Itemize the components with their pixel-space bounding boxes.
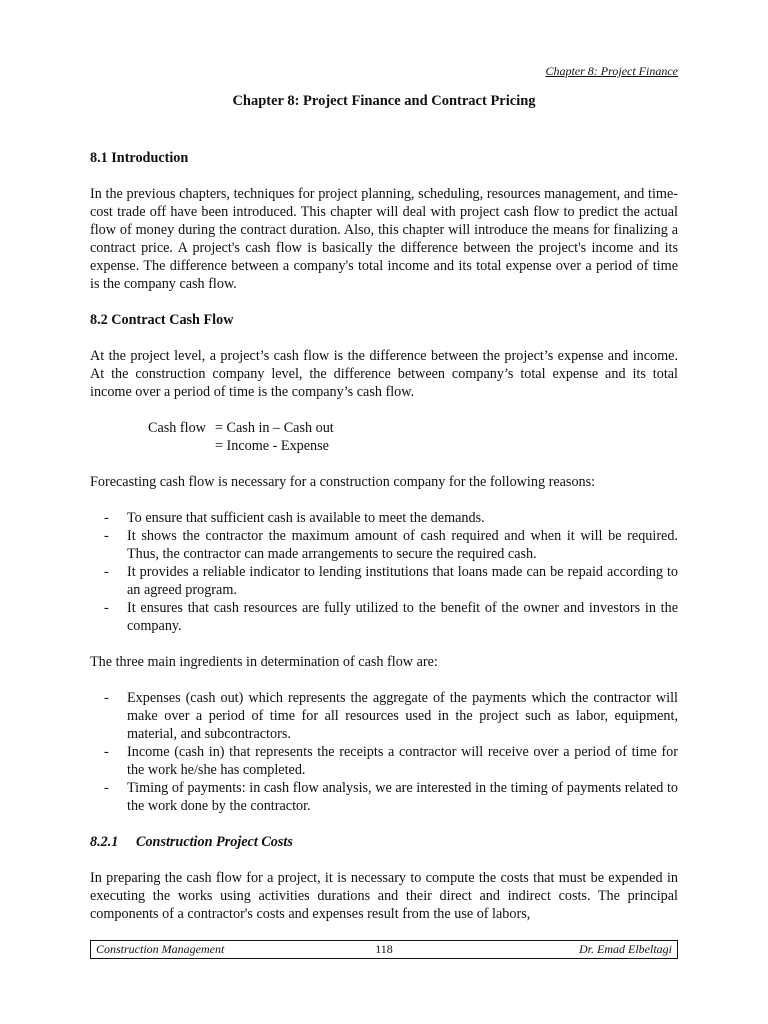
- page-number: 118: [375, 942, 393, 956]
- section-heading-8-1: 8.1 Introduction: [90, 150, 189, 166]
- forecasting-paragraph: Forecasting cash flow is necessary for a construction company for the following reasons:: [90, 474, 596, 490]
- formula-line-2: = Income - Expense: [215, 438, 329, 454]
- list-item: - Timing of payments: in cash flow analysis, we are interested in the timing of payments related to the work done by the contractor.: [90, 779, 678, 815]
- footer-course: Construction Management: [96, 942, 225, 956]
- ingredients-list: [90, 689, 678, 815]
- section-heading-8-2: 8.2 Contract Cash Flow: [90, 312, 234, 328]
- list-item: - To ensure that sufficient cash is available to meet the demands.: [90, 509, 678, 527]
- page-content: [90, 149, 678, 941]
- list-item: - It provides a reliable indicator to lending institutions that loans made can be repaid according to an agreed program.: [90, 563, 678, 599]
- list-item: - Income (cash in) that represents the receipts a contractor will receive over a period of time for the work he/she has completed.: [90, 743, 678, 779]
- footer-author: Dr. Emad Elbeltagi: [579, 942, 672, 956]
- list-item: - It ensures that cash resources are fully utilized to the benefit of the owner and investors in the company.: [90, 599, 678, 635]
- cash-flow-paragraph: At the project level, a project’s cash flow is the difference between the project’s expense and income. At the construction company level, the difference between company’s total expense and its total income over a period of time is the company’s cash flow.: [90, 348, 678, 400]
- list-item: - Expenses (cash out) which represents the aggregate of the payments which the contractor will make over a period of time for all resources used in the project such as labor, equipment, material, and subcontractors.: [90, 689, 678, 743]
- subsection-number: 8.2.1: [90, 834, 119, 850]
- intro-paragraph: In the previous chapters, techniques for project planning, scheduling, resources management, and time-cost trade off have been introduced. This chapter will deal with project cash flow to predict the actual flow of money during the contract duration. Also, this chapter will introduce the means for finalizing a contract price. A project's cash flow is basically the difference between the project's income and its expense. The difference between a company's total income and its total expense over a period of time is the company cash flow.: [90, 186, 678, 292]
- list-item: - It shows the contractor the maximum amount of cash required and when it will be required. Thus, the contractor can made arrangements to secure the required cash.: [90, 527, 678, 563]
- formula-lhs: Cash flow: [148, 420, 206, 436]
- running-head: Chapter 8: Project Finance: [545, 64, 678, 78]
- formula-line-1: = Cash in – Cash out: [215, 420, 334, 436]
- subsection-heading-8-2-1: [90, 833, 678, 851]
- subsection-title: Construction Project Costs: [136, 834, 293, 850]
- chapter-title: Chapter 8: Project Finance and Contract Pricing: [232, 93, 536, 109]
- reasons-list: [90, 509, 678, 635]
- costs-paragraph: In preparing the cash flow for a project, it is necessary to compute the costs that must be expended in executing the works using activities durations and their direct and indirect costs. The principal components of a contractor's costs and expenses result from the use of labors,: [90, 870, 678, 922]
- page-footer: [90, 940, 678, 959]
- cash-flow-formula: [148, 419, 678, 455]
- ingredients-paragraph: The three main ingredients in determination of cash flow are:: [90, 654, 438, 670]
